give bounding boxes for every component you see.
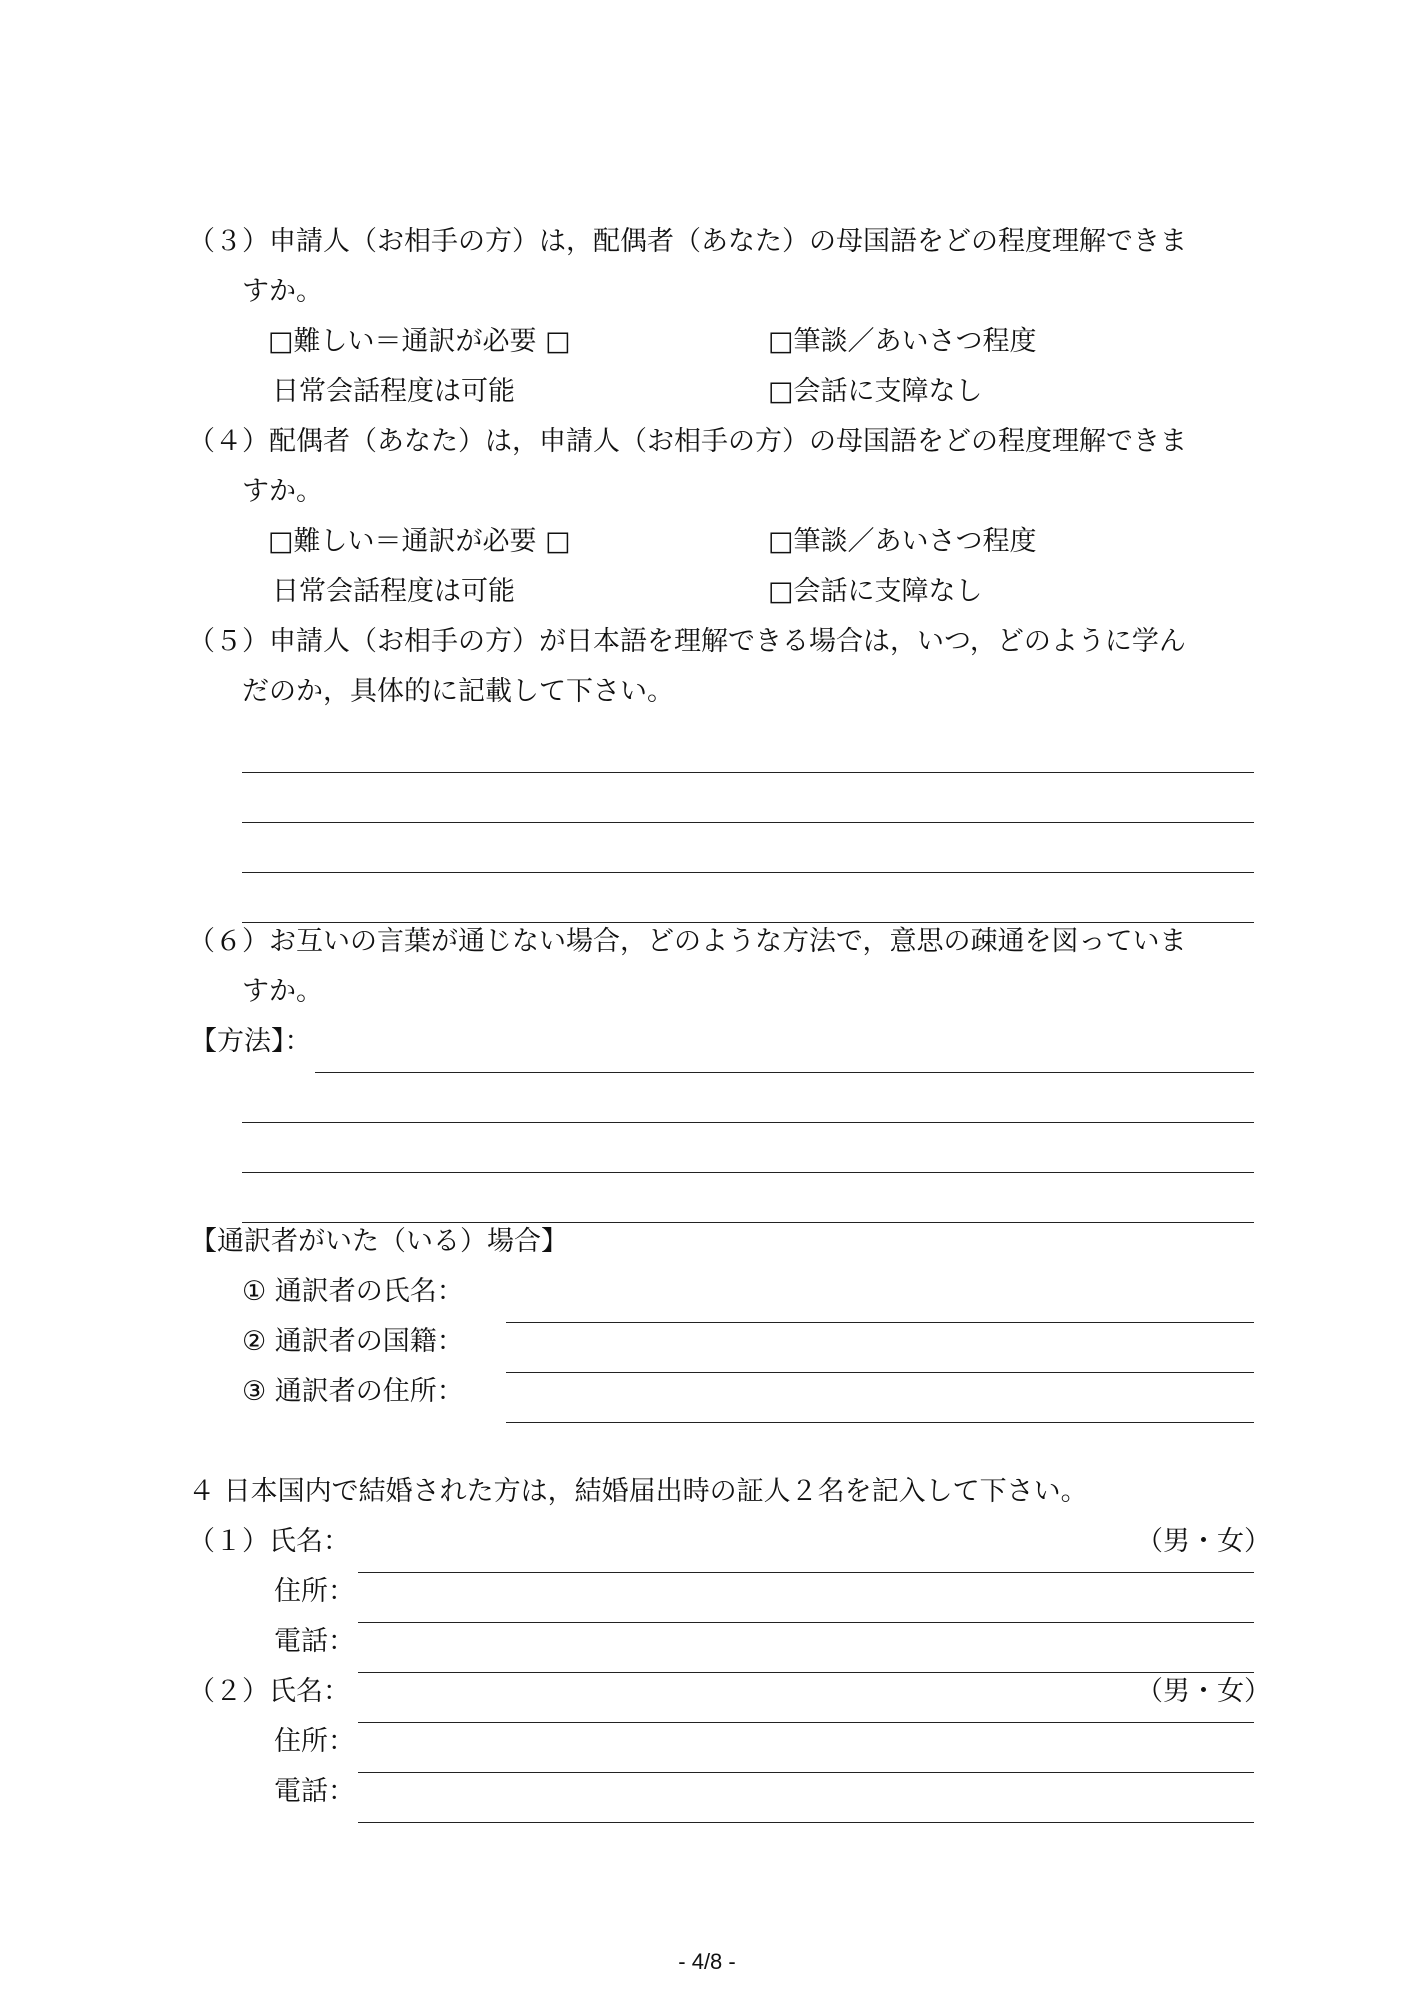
witness1-name-line[interactable]: [358, 1572, 1254, 1573]
interpreter-address-line[interactable]: [506, 1422, 1254, 1423]
q3-option-daily[interactable]: 日常会話程度は可能: [272, 376, 515, 407]
witness2-name-line[interactable]: [358, 1722, 1254, 1723]
page-number: - 4/8 -: [678, 1949, 736, 1974]
witness2-phone-label: 電話：: [274, 1776, 355, 1807]
q4-option-no-problem[interactable]: □会話に支障なし: [768, 576, 983, 607]
q4-line2: すか。: [242, 476, 323, 507]
q3-option-no-problem[interactable]: □会話に支障なし: [768, 376, 983, 407]
interpreter-nationality-label: ② 通訳者の国籍：: [242, 1326, 464, 1357]
q4-line1: （４）配偶者（あなた）は，申請人（お相手の方）の母国語をどの程度理解できま: [188, 426, 1187, 457]
witness1-name-label: （１）氏名：: [188, 1526, 350, 1557]
witness2-phone-line[interactable]: [358, 1822, 1254, 1823]
q3-option-writing[interactable]: □筆談／あいさつ程度: [768, 326, 1037, 357]
interpreter-name-label: ① 通訳者の氏名：: [242, 1276, 464, 1307]
q5-answer-line-2[interactable]: [242, 822, 1254, 823]
method-answer-line-4[interactable]: [242, 1222, 1254, 1223]
q5-line1: （５）申請人（お相手の方）が日本語を理解できる場合は，いつ，どのように学ん: [188, 626, 1186, 657]
method-answer-line-3[interactable]: [242, 1172, 1254, 1173]
witness2-address-line[interactable]: [358, 1772, 1254, 1773]
section4-heading: ４ 日本国内で結婚された方は，結婚届出時の証人２名を記入して下さい。: [188, 1476, 1088, 1507]
method-answer-line-2[interactable]: [242, 1122, 1254, 1123]
q4-option-daily[interactable]: 日常会話程度は可能: [272, 576, 515, 607]
q4-option-writing[interactable]: □筆談／あいさつ程度: [768, 526, 1037, 557]
witness1-phone-label: 電話：: [274, 1626, 355, 1657]
q3-line1: （３）申請人（お相手の方）は，配偶者（あなた）の母国語をどの程度理解できま: [188, 226, 1187, 257]
q3-option-difficult[interactable]: □難しい＝通訳が必要 □: [268, 326, 571, 357]
witness1-address-label: 住所：: [274, 1576, 355, 1607]
q5-line2: だのか，具体的に記載して下さい。: [242, 676, 674, 707]
method-answer-line-1[interactable]: [315, 1072, 1254, 1073]
method-label: 【方法】：: [190, 1026, 312, 1057]
q3-line2: すか。: [242, 276, 323, 307]
q5-answer-line-1[interactable]: [242, 772, 1254, 773]
q6-line1: （６）お互いの言葉が通じない場合，どのような方法で，意思の疎通を図っていま: [188, 926, 1187, 957]
witness2-address-label: 住所：: [274, 1726, 355, 1757]
q5-answer-line-3[interactable]: [242, 872, 1254, 873]
interpreter-address-label: ③ 通訳者の住所：: [242, 1376, 464, 1407]
witness1-phone-line[interactable]: [358, 1672, 1254, 1673]
q5-answer-line-4[interactable]: [242, 922, 1254, 923]
witness2-gender[interactable]: （男・女）: [1136, 1676, 1271, 1707]
witness1-gender[interactable]: （男・女）: [1136, 1526, 1271, 1557]
interpreter-name-line[interactable]: [506, 1322, 1254, 1323]
witness1-address-line[interactable]: [358, 1622, 1254, 1623]
q4-option-difficult[interactable]: □難しい＝通訳が必要 □: [268, 526, 571, 557]
witness2-name-label: （２）氏名：: [188, 1676, 350, 1707]
interpreter-heading: 【通訳者がいた（いる）場合】: [190, 1226, 568, 1257]
q6-line2: すか。: [242, 976, 323, 1007]
interpreter-nationality-line[interactable]: [506, 1372, 1254, 1373]
